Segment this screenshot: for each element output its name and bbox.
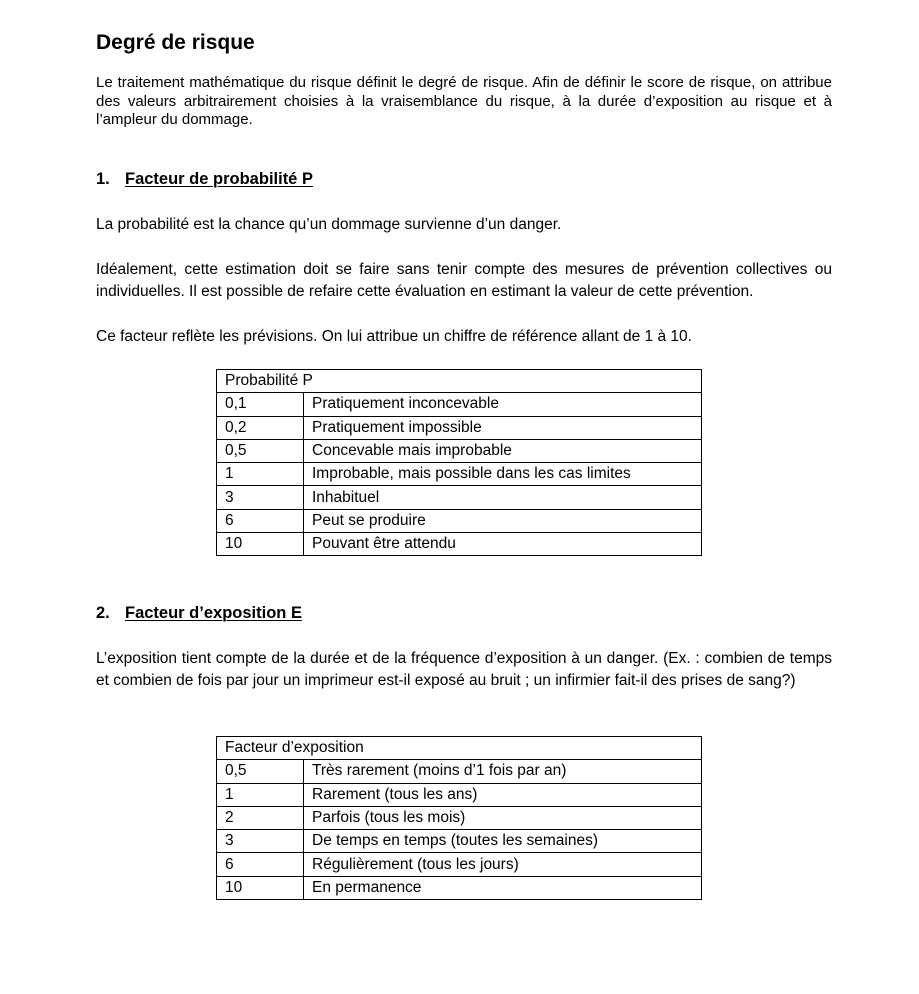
probability-label: Pouvant être attendu [304,533,702,556]
table-row [217,876,702,899]
table-row [217,393,702,416]
table-row [217,509,702,532]
probability-table [216,369,702,556]
table-row [217,760,702,783]
table-row [217,853,702,876]
table-row [217,463,702,486]
probability-label: Inhabituel [304,486,702,509]
probability-value: 3 [217,486,304,509]
exposure-label: Rarement (tous les ans) [304,783,702,806]
probability-label: Concevable mais improbable [304,439,702,462]
section-1-number: 1. [96,170,110,188]
probability-label: Pratiquement inconcevable [304,393,702,416]
table-row [217,806,702,829]
section-1-title: Facteur de probabilité P [125,170,313,188]
table-row [217,830,702,853]
probability-estimation-note: Idéalement, cette estimation doit se faire sans tenir compte des mesures de prévention collectives ou individuelles. Il est possible de refaire cette évaluation en estimant la valeur de cette prévention. [96,261,832,300]
table-header: Probabilité P [217,370,702,393]
exposure-value: 1 [217,783,304,806]
probability-value: 6 [217,509,304,532]
table-row [217,783,702,806]
exposure-label: De temps en temps (toutes les semaines) [304,830,702,853]
table-row [217,533,702,556]
table-row [217,439,702,462]
exposure-label: En permanence [304,876,702,899]
probability-scale-note: Ce facteur reflète les prévisions. On lui attribue un chiffre de référence allant de 1 à 10. [96,328,692,345]
probability-value: 0,2 [217,416,304,439]
probability-label: Pratiquement impossible [304,416,702,439]
page-title: Degré de risque [96,31,255,54]
exposure-table [216,736,702,900]
exposure-label: Régulièrement (tous les jours) [304,853,702,876]
probability-label: Peut se produire [304,509,702,532]
table-header-row [217,737,702,760]
probability-value: 0,1 [217,393,304,416]
exposure-value: 2 [217,806,304,829]
exposure-value: 10 [217,876,304,899]
table-header-row [217,370,702,393]
probability-value: 0,5 [217,439,304,462]
intro-paragraph: Le traitement mathématique du risque définit le degré de risque. Afin de définir le score de risque, on attribue des valeurs arbitrairement choisies à la vraisemblance du risque, à la durée d’exposition au risque et à l’ampleur du dommage. [96,74,832,128]
probability-label: Improbable, mais possible dans les cas limites [304,463,702,486]
exposure-value: 6 [217,853,304,876]
section-2-title: Facteur d’exposition E [125,604,302,622]
exposure-definition: L’exposition tient compte de la durée et de la fréquence d’exposition à un danger. (Ex. : combien de temps et combien de fois par jour un imprimeur est-il exposé au bruit ; un infirmier fait-il des prises de sang?) [96,650,832,689]
table-header: Facteur d’exposition [217,737,702,760]
probability-definition: La probabilité est la chance qu’un dommage survienne d’un danger. [96,216,562,233]
probability-value: 10 [217,533,304,556]
exposure-value: 0,5 [217,760,304,783]
section-1-heading [96,168,313,190]
section-2-heading [96,602,302,624]
exposure-value: 3 [217,830,304,853]
table-row [217,416,702,439]
exposure-label: Très rarement (moins d’1 fois par an) [304,760,702,783]
probability-value: 1 [217,463,304,486]
table-row [217,486,702,509]
exposure-label: Parfois (tous les mois) [304,806,702,829]
section-2-number: 2. [96,604,110,622]
